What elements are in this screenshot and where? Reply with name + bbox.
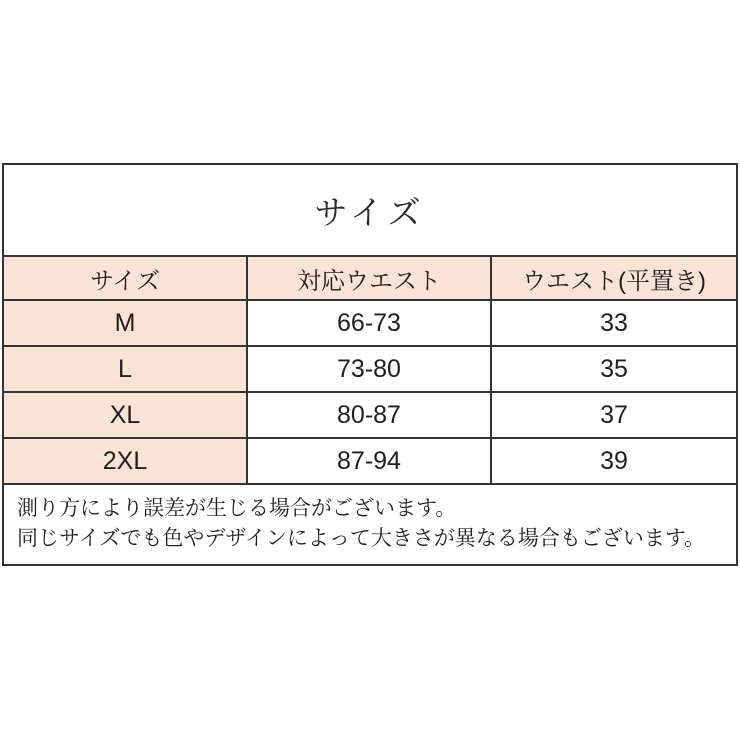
header-cell-waist-range <box>248 257 492 301</box>
table-row-l-size-cell <box>4 347 248 393</box>
table-row-2xl-size-cell <box>4 439 248 485</box>
waist-range-value: 66-73 <box>337 308 401 337</box>
header-label-waist-flat: ウエスト(平置き) <box>522 267 706 295</box>
header-label-waist-range: 対応ウエスト <box>297 267 441 295</box>
table-row-m-waist-flat-cell <box>492 301 736 347</box>
waist-flat-value: 37 <box>600 400 628 429</box>
waist-flat-value: 39 <box>600 446 628 475</box>
waist-range-value: 87-94 <box>337 446 401 475</box>
waist-flat-value: 33 <box>600 308 628 337</box>
size-table-grid <box>4 257 736 485</box>
table-row-xl-size-cell <box>4 393 248 439</box>
size-chart-table <box>2 163 738 566</box>
table-row-m-size-cell <box>4 301 248 347</box>
table-row-xl-waist-flat-cell <box>492 393 736 439</box>
size-value: M <box>114 308 136 337</box>
table-row-xl-waist-range-cell <box>248 393 492 439</box>
footnote-line-1: 測り方により誤差が生じる場合がございます。 <box>17 497 457 520</box>
table-row-2xl-waist-range-cell <box>248 439 492 485</box>
size-chart-title-row <box>4 165 736 257</box>
size-value: 2XL <box>102 446 148 475</box>
waist-range-value: 80-87 <box>337 400 401 429</box>
table-row-l-waist-flat-cell <box>492 347 736 393</box>
table-row-l-waist-range-cell <box>248 347 492 393</box>
footnote-line-2: 同じサイズでも色やデザインによって大きさが異なる場合もございます。 <box>17 527 706 550</box>
waist-flat-value: 35 <box>600 354 628 383</box>
table-row-m-waist-range-cell <box>248 301 492 347</box>
header-cell-size <box>4 257 248 301</box>
header-cell-waist-flat <box>492 257 736 301</box>
size-value: XL <box>109 400 141 429</box>
table-row-2xl-waist-flat-cell <box>492 439 736 485</box>
size-chart-title: サイズ <box>314 193 426 231</box>
header-label-size: サイズ <box>89 267 161 295</box>
waist-range-value: 73-80 <box>337 354 401 383</box>
size-chart-footnote <box>4 485 736 564</box>
size-value: L <box>118 354 132 383</box>
